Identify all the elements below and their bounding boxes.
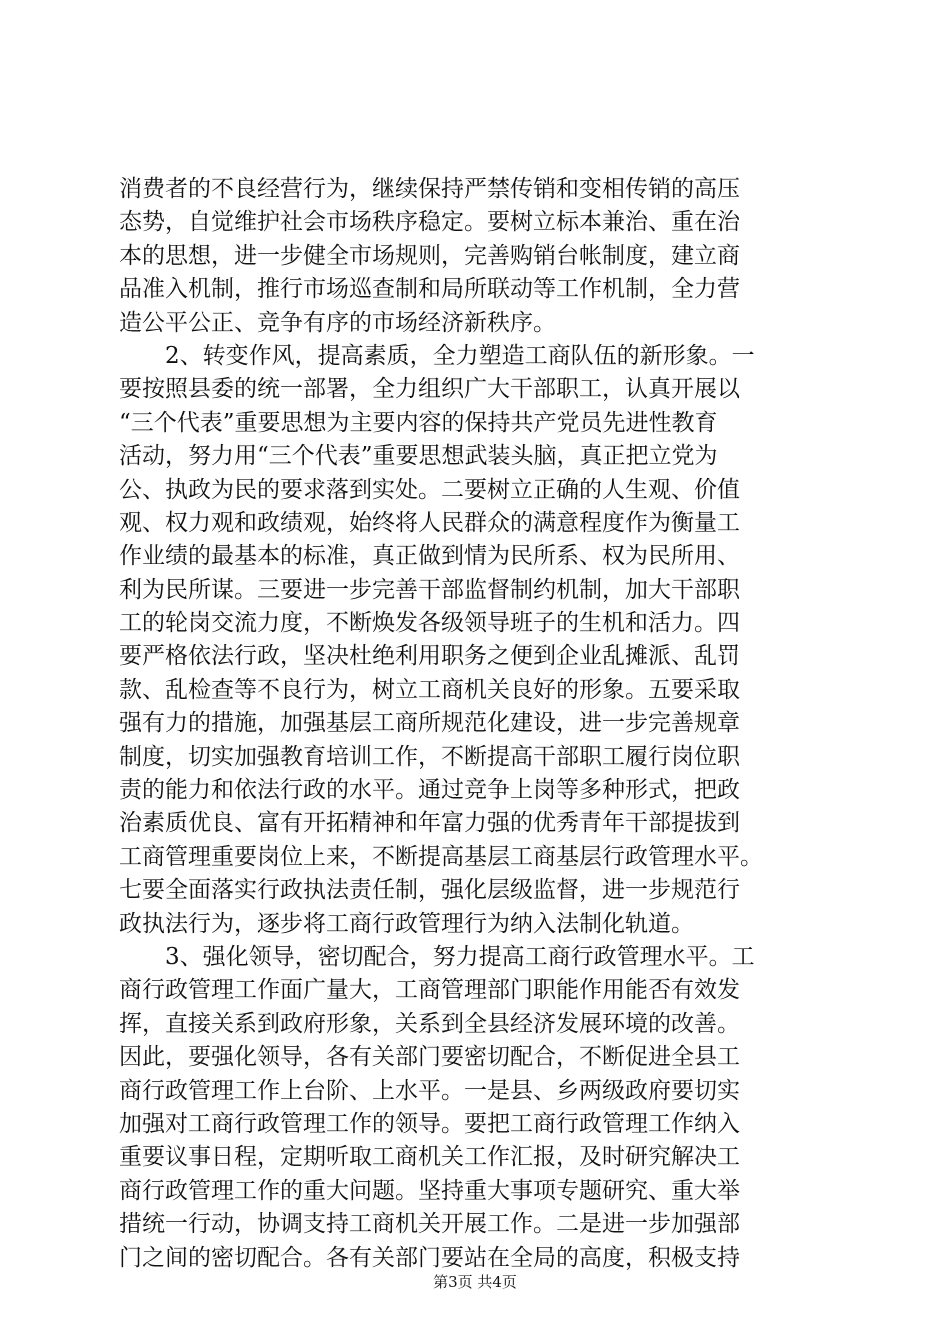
text-line: 公、执政为民的要求落到实处。二要树立正确的人生观、价值 (119, 476, 740, 503)
text-line: 制度，切实加强教育培训工作，不断提高干部职工履行岗位职 (119, 743, 740, 770)
text-line: 态势，自觉维护社会市场秩序稳定。要树立标本兼治、重在治 (119, 209, 740, 236)
text-line: 观、权力观和政绩观，始终将人民群众的满意程度作为衡量工 (119, 509, 740, 536)
text-line: 治素质优良、富有开拓精神和年富力强的优秀青年干部提拔到 (119, 810, 740, 837)
text-line: 因此，要强化领导，各有关部门要密切配合，不断促进全县工 (119, 1044, 740, 1071)
text-line: 款、乱检查等不良行为，树立工商机关良好的形象。五要采取 (119, 676, 740, 703)
text-line: 门之间的密切配合。各有关部门要站在全局的高度，积极支持 (119, 1244, 740, 1271)
text-line: 政执法行为，逐步将工商行政管理行为纳入法制化轨道。 (119, 910, 694, 937)
text-line: 重要议事日程，定期听取工商机关工作汇报，及时研究解决工 (119, 1144, 740, 1171)
text-line: 强有力的措施，加强基层工商所规范化建设，进一步完善规章 (119, 710, 740, 737)
page-footer: 第3页 共4页 (433, 1273, 517, 1291)
text-line: 利为民所谋。三要进一步完善干部监督制约机制，加大干部职 (119, 576, 740, 603)
text-line: 责的能力和依法行政的水平。通过竞争上岗等多种形式，把政 (119, 777, 740, 804)
text-line: “三个代表”重要思想为主要内容的保持共产党员先进性教育 (119, 409, 718, 436)
text-line: 要按照县委的统一部署，全力组织广大干部职工，认真开展以 (119, 376, 740, 403)
text-line: 要严格依法行政，坚决杜绝利用职务之便到企业乱摊派、乱罚 (119, 643, 740, 670)
text-line: 挥，直接关系到政府形象，关系到全县经济发展环境的改善。 (119, 1010, 740, 1037)
body-text (119, 173, 831, 1275)
text-line: 2、转变作风，提高素质，全力塑造工商队伍的新形象。一 (119, 342, 755, 369)
text-line: 造公平公正、竞争有序的市场经济新秩序。 (119, 309, 556, 336)
text-line: 消费者的不良经营行为，继续保持严禁传销和变相传销的高压 (119, 176, 740, 202)
text-line: 本的思想，进一步健全市场规则，完善购销台帐制度，建立商 (119, 242, 740, 269)
text-line: 作业绩的最基本的标准，真正做到情为民所系、权为民所用、 (119, 543, 740, 570)
text-line: 活动，努力用“三个代表”重要思想武装头脑，真正把立党为 (119, 443, 718, 470)
text-line: 品准入机制，推行市场巡查制和局所联动等工作机制，全力营 (119, 276, 740, 303)
text-line: 商行政管理工作上台阶、上水平。一是县、乡两级政府要切实 (119, 1077, 740, 1104)
text-line: 商行政管理工作面广量大，工商管理部门职能作用能否有效发 (119, 977, 740, 1004)
text-line: 七要全面落实行政执法责任制，强化层级监督，进一步规范行 (119, 877, 740, 904)
text-line: 工的轮岗交流力度，不断焕发各级领导班子的生机和活力。四 (119, 610, 740, 637)
text-line: 3、强化领导，密切配合，努力提高工商行政管理水平。工 (119, 943, 755, 970)
text-line: 工商管理重要岗位上来，不断提高基层工商基层行政管理水平。 (119, 843, 763, 870)
text-line: 加强对工商行政管理工作的领导。要把工商行政管理工作纳入 (119, 1110, 740, 1137)
text-line: 措统一行动，协调支持工商机关开展工作。二是进一步加强部 (119, 1211, 740, 1238)
text-line: 商行政管理工作的重大问题。坚持重大事项专题研究、重大举 (119, 1177, 740, 1204)
